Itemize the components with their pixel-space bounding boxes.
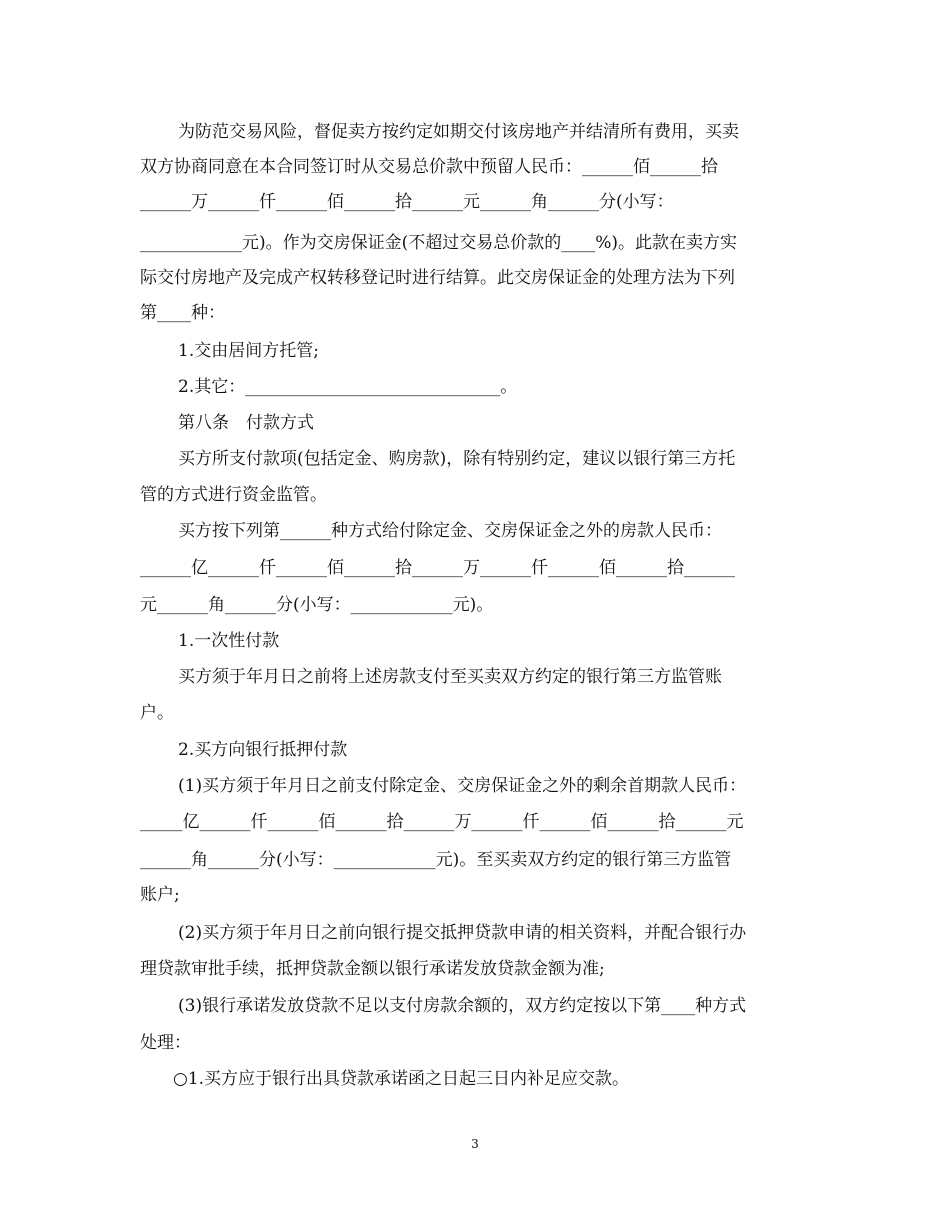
text-line: 为防范交易风险，督促卖方按约定如期交付该房地产并结清所有费用，买卖 <box>178 122 739 142</box>
text-line: 管的方式进行资金监管。 <box>140 485 327 505</box>
list-item: 2.其它：______________________________。 <box>178 377 518 397</box>
text-line: ______亿______仟______佰______拾______万______仟______佰______拾______ <box>140 558 735 578</box>
text-line: ______万______仟______佰______拾______元______角______分(小写： <box>140 192 674 212</box>
text-line: ______角______分(小写：____________元)。至买卖双方约定的银行第三方监管 <box>140 850 732 870</box>
text-line: 双方协商同意在本合同签订时从交易总价款中预留人民币：______佰______拾 <box>140 157 718 177</box>
text-line: 理贷款审批手续，抵押贷款金额以银行承诺发放贷款金额为准; <box>140 959 605 979</box>
text-line: (3)银行承诺发放贷款不足以支付房款余额的，双方约定按以下第____种方式 <box>178 996 747 1016</box>
text-line: _____亿______仟______佰______拾______万______仟______佰______拾______元 <box>140 812 744 832</box>
text-line: 买方按下列第______种方式给付除定金、交房保证金之外的房款人民币： <box>178 521 722 541</box>
list-item: 1.一次性付款 <box>178 631 280 651</box>
text-line: ____________元)。作为交房保证金(不超过交易总价款的____%)。此款在卖方实 <box>140 233 738 253</box>
text-line: 际交付房地产及完成产权转移登记时进行结算。此交房保证金的处理方法为下列 <box>140 268 735 288</box>
page-number: 3 <box>471 1137 479 1151</box>
text-line: (1)买方须于年月日之前支付除定金、交房保证金之外的剩余首期款人民币： <box>178 776 747 796</box>
text-line: 第____种： <box>140 303 225 323</box>
list-item: 2.买方向银行抵押付款 <box>178 740 348 760</box>
text-line: ○1.买方应于银行出具贷款承诺函之日起三日内补足应交款。 <box>173 1069 630 1089</box>
text-line: (2)买方须于年月日之前向银行提交抵押贷款申请的相关资料，并配合银行办 <box>178 923 747 943</box>
section-heading: 第八条 付款方式 <box>178 413 314 433</box>
text-line: 元______角______分(小写：____________元)。 <box>140 595 494 615</box>
text-line: 买方所支付款项(包括定金、购房款)，除有特别约定，建议以银行第三方托 <box>178 449 736 469</box>
text-line: 买方须于年月日之前将上述房款支付至买卖双方约定的银行第三方监管账 <box>178 667 722 687</box>
text-line: 账户; <box>140 885 180 905</box>
text-line: 户。 <box>140 703 174 723</box>
text-line: 处理： <box>140 1033 191 1053</box>
list-item: 1.交由居间方托管; <box>178 341 319 361</box>
